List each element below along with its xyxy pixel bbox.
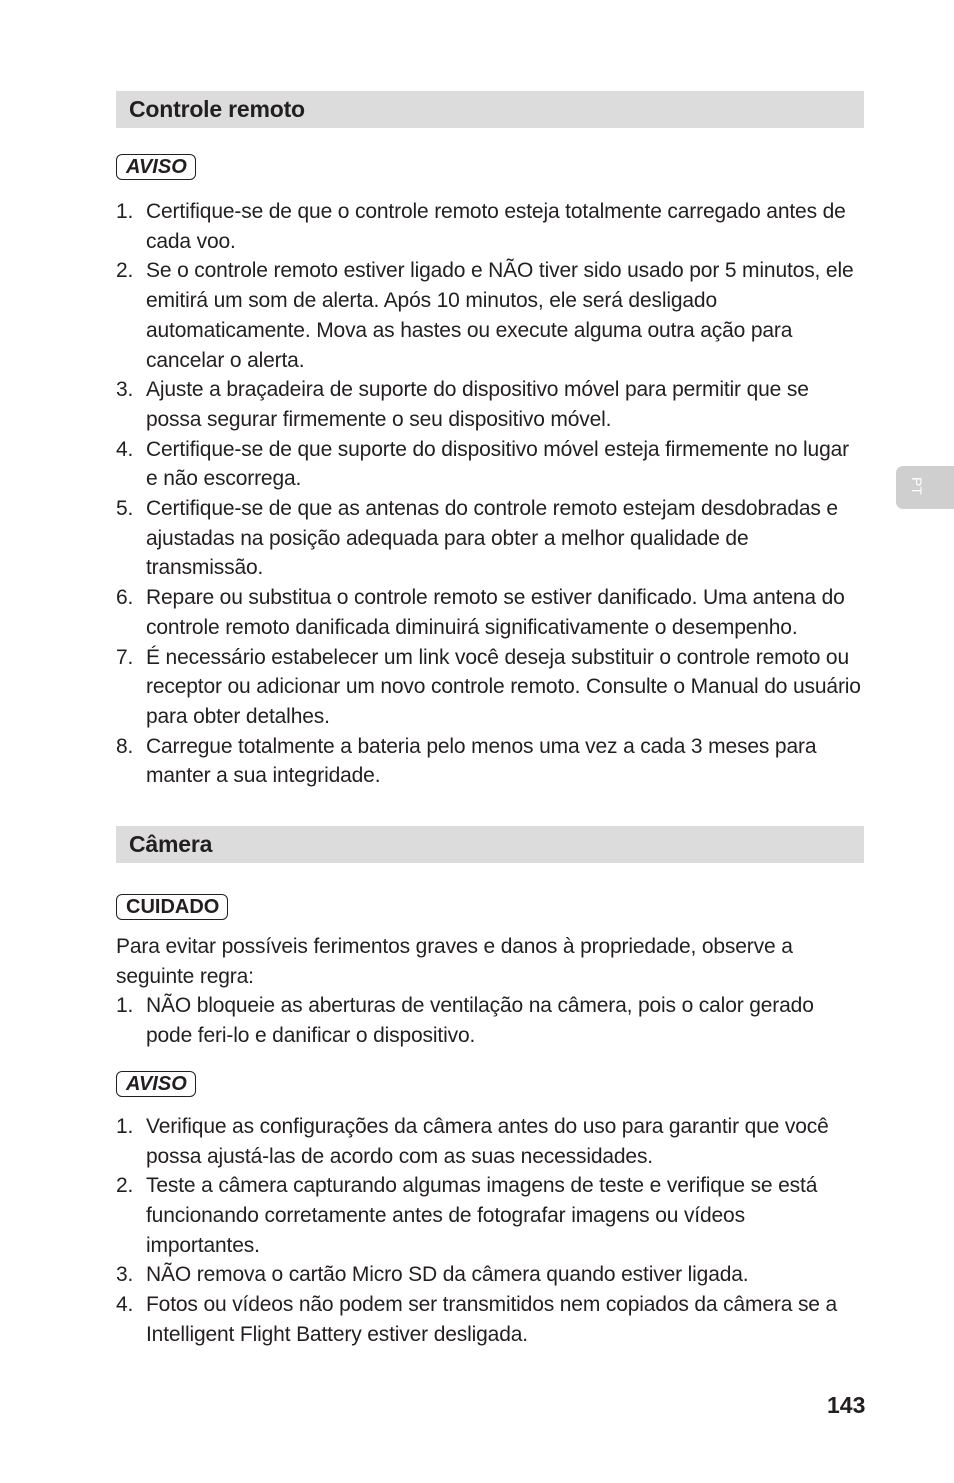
item-text: Teste a câmera capturando algumas imagens de teste e verifique se está funcionando corretamente antes de fotografar imagens ou vídeos importantes. (146, 1174, 818, 1257)
item-number: 1. (116, 994, 134, 1018)
remote-aviso-list (116, 197, 864, 791)
item-number: 2. (116, 259, 134, 283)
item-text: Ajuste a braçadeira de suporte do dispositivo móvel para permitir que se possa segurar firmemente o seu dispositivo móvel. (146, 378, 809, 431)
item-number: 6. (116, 586, 134, 610)
item-number: 1. (116, 200, 134, 223)
cuidado-badge-row (116, 894, 864, 920)
item-text: Certifique-se de que suporte do dispositivo móvel esteja firmemente no lugar e não escorrega. (146, 437, 849, 491)
item-text: NÃO remova o cartão Micro SD da câmera quando estiver ligada. (146, 1263, 749, 1287)
cuidado-badge: CUIDADO (116, 894, 228, 920)
item-text: NÃO bloqueie as aberturas de ventilação na câmera, pois o calor gerado pode feri-lo e danificar o dispositivo. (146, 994, 814, 1048)
camera-aviso-list (116, 1112, 864, 1350)
aviso-badge-row (116, 1071, 864, 1097)
list-item (116, 256, 864, 375)
list-item (116, 991, 864, 1050)
item-number: 3. (116, 1263, 134, 1287)
language-side-tab (896, 466, 954, 509)
item-text: Verifique as configurações da câmera antes do uso para garantir que você possa ajustá-las de acordo com as suas necessidades. (146, 1114, 829, 1168)
aviso-badge: AVISO (116, 1071, 196, 1097)
list-item (116, 1112, 864, 1171)
section-heading-controle-remoto: Controle remoto (116, 91, 864, 128)
item-number: 1. (116, 1114, 134, 1138)
item-number: 4. (116, 1293, 134, 1317)
list-item (116, 435, 864, 494)
item-number: 2. (116, 1174, 134, 1198)
list-item (116, 1171, 864, 1260)
item-number: 8. (116, 734, 134, 758)
camera-cuidado-list (116, 991, 864, 1050)
item-number: 3. (116, 378, 134, 402)
item-text: Se o controle remoto estiver ligado e NÃO tiver sido usado por 5 minutos, ele emitirá um som de alerta. Após 10 minutos, ele será desligado automaticamente. Mova as hastes ou execute alguma outra ação para cancelar o alerta. (146, 259, 854, 372)
list-item (116, 1260, 864, 1290)
item-text: Repare ou substitua o controle remoto se estiver danificado. Uma antena do controle remoto danificada diminuirá significativamente o desempenho. (146, 586, 845, 639)
item-number: 4. (116, 437, 134, 461)
section-heading-camera: Câmera (116, 826, 864, 863)
item-text: Fotos ou vídeos não podem ser transmitidos nem copiados da câmera se a Intelligent Flight Battery estiver desligada. (146, 1293, 838, 1346)
aviso-badge-row (116, 154, 864, 180)
list-item (116, 643, 864, 732)
list-item (116, 375, 864, 434)
aviso-badge: AVISO (116, 154, 196, 180)
item-text: Certifique-se de que as antenas do controle remoto estejam desdobradas e ajustadas na posição adequada para obter a melhor qualidade de transmissão. (146, 497, 838, 580)
item-number: 7. (116, 645, 134, 669)
list-item (116, 1290, 864, 1349)
page-content (116, 91, 864, 1350)
item-text: Carregue totalmente a bateria pelo menos uma vez a cada 3 meses para manter a sua integridade. (146, 734, 817, 788)
list-item (116, 197, 864, 256)
page-number: 143 (827, 1392, 866, 1418)
list-item (116, 732, 864, 791)
item-text: Certifique-se de que o controle remoto esteja totalmente carregado antes de cada voo. (146, 200, 846, 253)
cuidado-intro: Para evitar possíveis ferimentos graves e danos à propriedade, observe a seguinte regra: (116, 935, 793, 988)
item-text: É necessário estabelecer um link você deseja substituir o controle remoto ou receptor ou adicionar um novo controle remoto. Consulte o Manual do usuário para obter detalhes. (146, 645, 861, 728)
language-tab-label: PT (908, 477, 925, 495)
item-number: 5. (116, 497, 134, 521)
list-item (116, 494, 864, 583)
list-item (116, 583, 864, 642)
